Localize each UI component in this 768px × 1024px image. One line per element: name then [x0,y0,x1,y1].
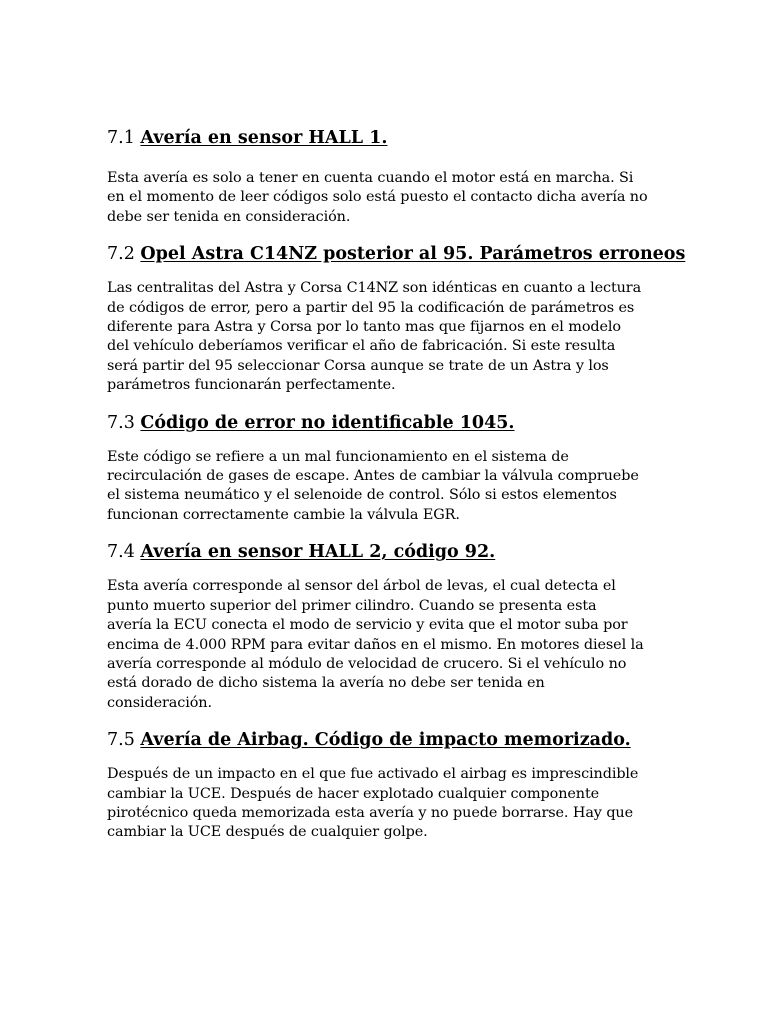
paragraph-line: parámetros funcionarán perfectamente. [107,377,396,394]
section-7-3 [107,411,667,526]
paragraph-line: Este código se refiere a un mal funcionamiento en el sistema de [107,448,569,465]
section-paragraph [107,279,667,395]
paragraph-line: consideración. [107,694,212,711]
document-page [107,126,686,858]
section-title: Código de error no identificable 1045. [140,412,515,433]
section-number: 7.3 [107,412,135,433]
paragraph-line: debe ser tenida en consideración. [107,208,351,225]
section-title: Avería en sensor HALL 2, código 92. [140,542,496,563]
paragraph-line: recirculación de gases de escape. Antes de cambiar la válvula compruebe [107,468,639,485]
paragraph-line: pirotécnico queda memorizada esta avería y no puede borrarse. Hay que [107,804,634,821]
section-number: 7.4 [107,542,135,563]
section-paragraph [107,577,667,713]
section-title: Opel Astra C14NZ posterior al 95. Parámetros erroneos [140,244,686,265]
paragraph-line: será partir del 95 seleccionar Corsa aunque se trate de un Astra y los [107,357,609,374]
paragraph-line: el sistema neumático y el selenoide de control. Sólo si estos elementos [107,487,617,504]
section-paragraph [107,448,667,526]
section-7-1 [107,126,667,227]
section-heading [107,540,667,564]
section-7-4 [107,540,667,713]
section-7-5 [107,728,667,843]
paragraph-line: de códigos de error, pero a partir del 95 la codificación de parámetros es [107,299,635,316]
paragraph-line: Las centralitas del Astra y Corsa C14NZ son idénticas en cuanto a lectura [107,280,642,297]
section-paragraph [107,765,667,843]
paragraph-line: está dorado de dicho sistema la avería no debe ser tenida en [107,675,545,692]
section-heading [107,728,667,752]
section-number: 7.1 [107,128,135,148]
paragraph-line: en el momento de leer códigos solo está puesto el contacto dicha avería no [107,189,648,206]
section-title: Avería de Airbag. Código de impacto memorizado. [140,730,631,751]
paragraph-line: punto muerto superior del primer cilindro. Cuando se presenta esta [107,597,597,614]
paragraph-line: avería corresponde al módulo de velocidad de crucero. Si el vehículo no [107,655,627,672]
paragraph-line: del vehículo deberíamos verificar el año de fabricación. Si este resulta [107,338,616,355]
section-paragraph [107,169,667,227]
paragraph-line: avería la ECU conecta el modo de servicio y evita que el motor suba por [107,617,628,634]
section-7-2 [107,242,686,395]
section-heading [107,126,667,150]
section-number: 7.5 [107,730,135,751]
paragraph-line: Esta avería corresponde al sensor del árbol de levas, el cual detecta el [107,578,616,595]
section-heading [107,242,686,266]
paragraph-line: Después de un impacto en el que fue activado el airbag es imprescindible [107,766,639,783]
section-title: Avería en sensor HALL 1. [140,128,388,148]
paragraph-line: cambiar la UCE. Después de hacer explotado cualquier componente [107,785,600,802]
paragraph-line: cambiar la UCE después de cualquier golpe. [107,824,428,841]
paragraph-line: Esta avería es solo a tener en cuenta cuando el motor está en marcha. Si [107,170,634,186]
section-heading [107,411,667,435]
paragraph-line: funcionan correctamente cambie la válvula EGR. [107,506,460,523]
paragraph-line: diferente para Astra y Corsa por lo tanto mas que fijarnos en el modelo [107,319,621,336]
paragraph-line: encima de 4.000 RPM para evitar daños en el mismo. En motores diesel la [107,636,644,653]
section-number: 7.2 [107,244,135,265]
